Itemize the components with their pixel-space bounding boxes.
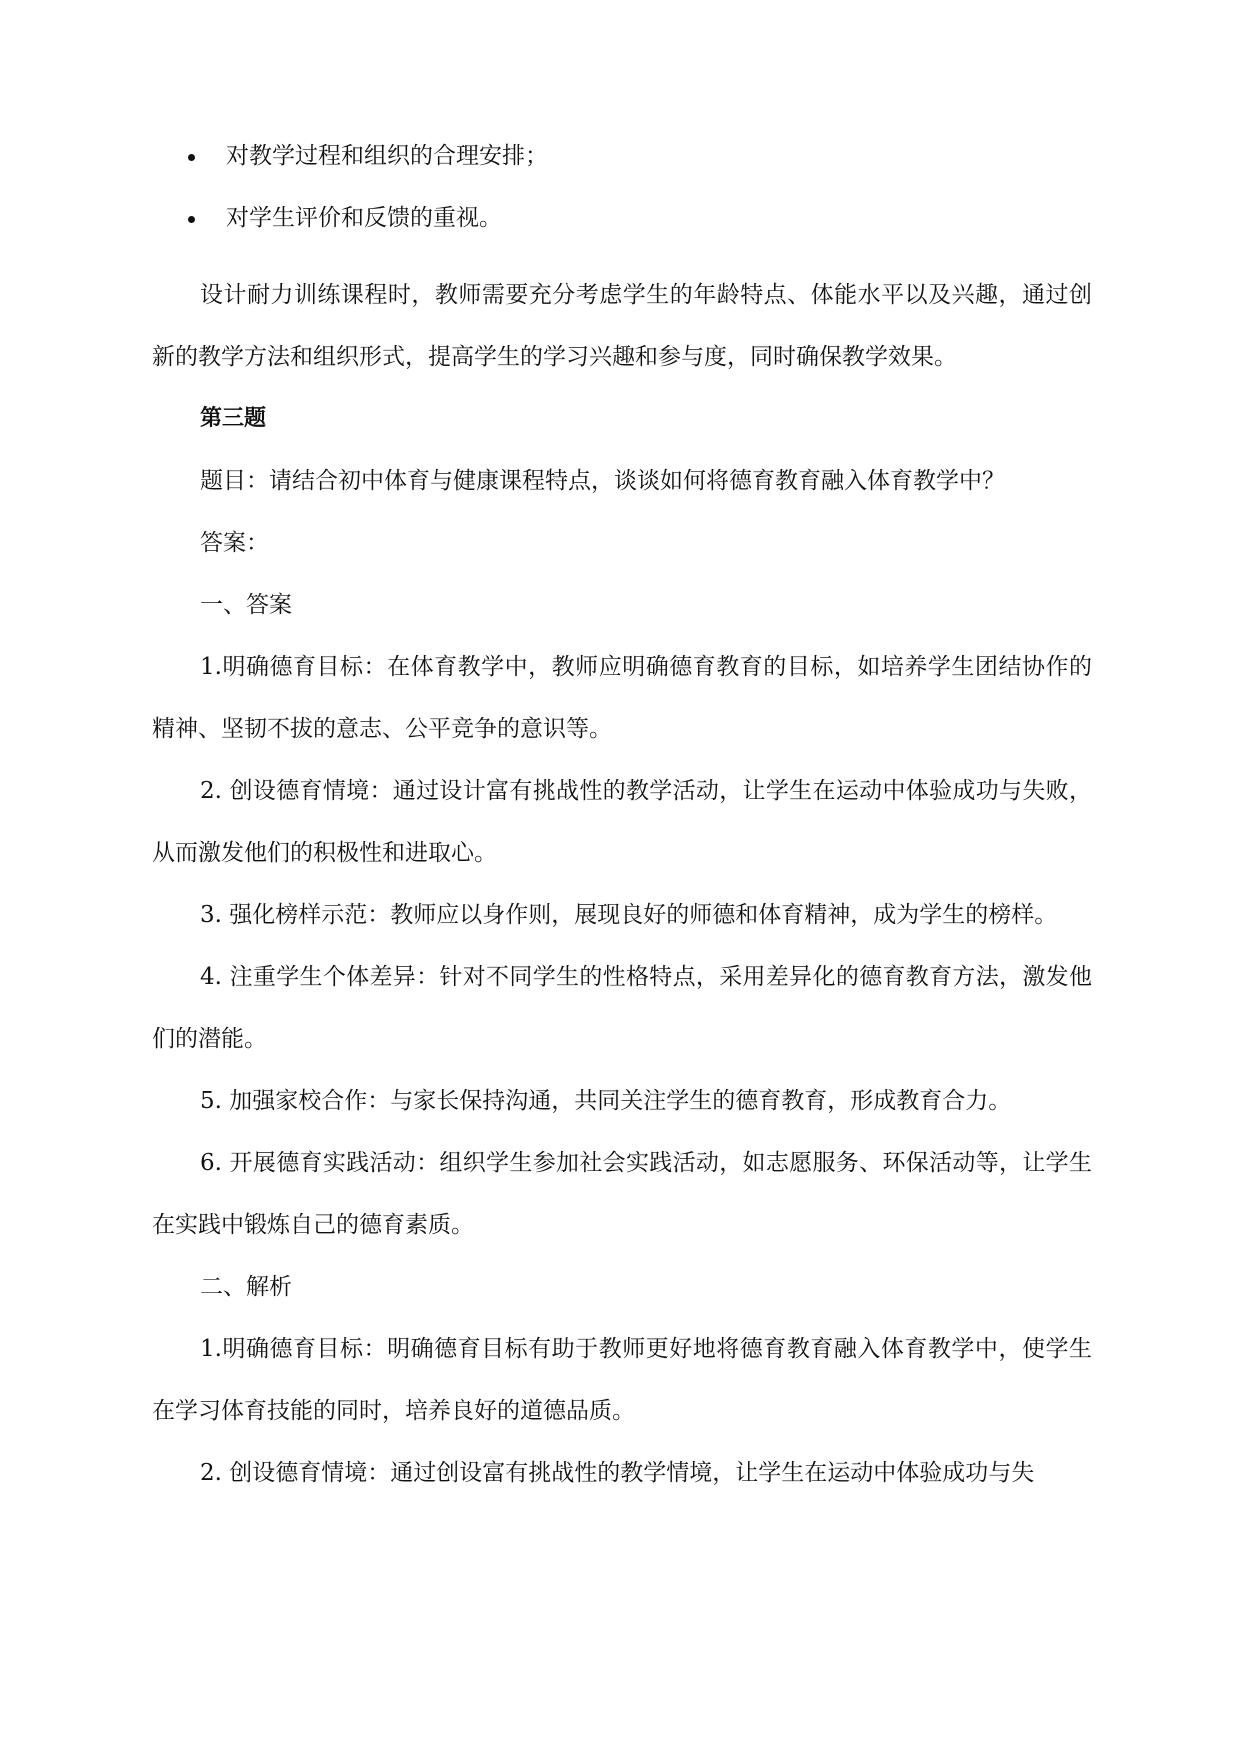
bullet-text: 对教学过程和组织的合理安排； xyxy=(226,143,548,169)
bullet-item xyxy=(152,140,1092,202)
bullet-dot-icon xyxy=(188,154,195,161)
part-one-heading: 一、答案 xyxy=(200,592,292,618)
page-content xyxy=(152,140,1092,1504)
answer-item: 5. 加强家校合作：与家长保持沟通，共同关注学生的德育教育，形成教育合力。 xyxy=(200,1088,1012,1114)
answer-item: 3. 强化榜样示范：教师应以身作则，展现良好的师德和体育精神，成为学生的榜样。 xyxy=(200,902,1058,928)
section-title: 第三题 xyxy=(200,406,267,431)
question-text: 题目：请结合初中体育与健康课程特点，谈谈如何将德育教育融入体育教学中？ xyxy=(200,468,1005,494)
part-two-heading: 二、解析 xyxy=(200,1274,292,1300)
analysis-item: 2. 创设德育情境：通过创设富有挑战性的教学情境，让学生在运动中体验成功与失 xyxy=(200,1460,1035,1486)
bullet-dot-icon xyxy=(188,216,195,223)
answer-item: 1.明确德育目标：在体育教学中，教师应明确德育教育的目标，如培养学生团结协作的精神、坚韧不拔的意志、公平竞争的意识等。 xyxy=(152,654,1092,742)
answer-item: 4. 注重学生个体差异：针对不同学生的性格特点，采用差异化的德育教育方法，激发他们的潜能。 xyxy=(152,964,1092,1052)
bullet-item xyxy=(152,202,1092,264)
answer-item: 2. 创设德育情境：通过设计富有挑战性的教学活动，让学生在运动中体验成功与失败，从而激发他们的积极性和进取心。 xyxy=(152,778,1092,866)
analysis-item: 1.明确德育目标：明确德育目标有助于教师更好地将德育教育融入体育教学中，使学生在学习体育技能的同时，培养良好的道德品质。 xyxy=(152,1336,1092,1424)
intro-paragraph: 设计耐力训练课程时，教师需要充分考虑学生的年龄特点、体能水平以及兴趣，通过创新的教学方法和组织形式，提高学生的学习兴趣和参与度，同时确保教学效果。 xyxy=(152,282,1092,370)
answer-item: 6. 开展德育实践活动：组织学生参加社会实践活动，如志愿服务、环保活动等，让学生在实践中锻炼自己的德育素质。 xyxy=(152,1150,1092,1238)
bullet-text: 对学生评价和反馈的重视。 xyxy=(226,205,502,231)
answer-label: 答案： xyxy=(200,530,269,556)
